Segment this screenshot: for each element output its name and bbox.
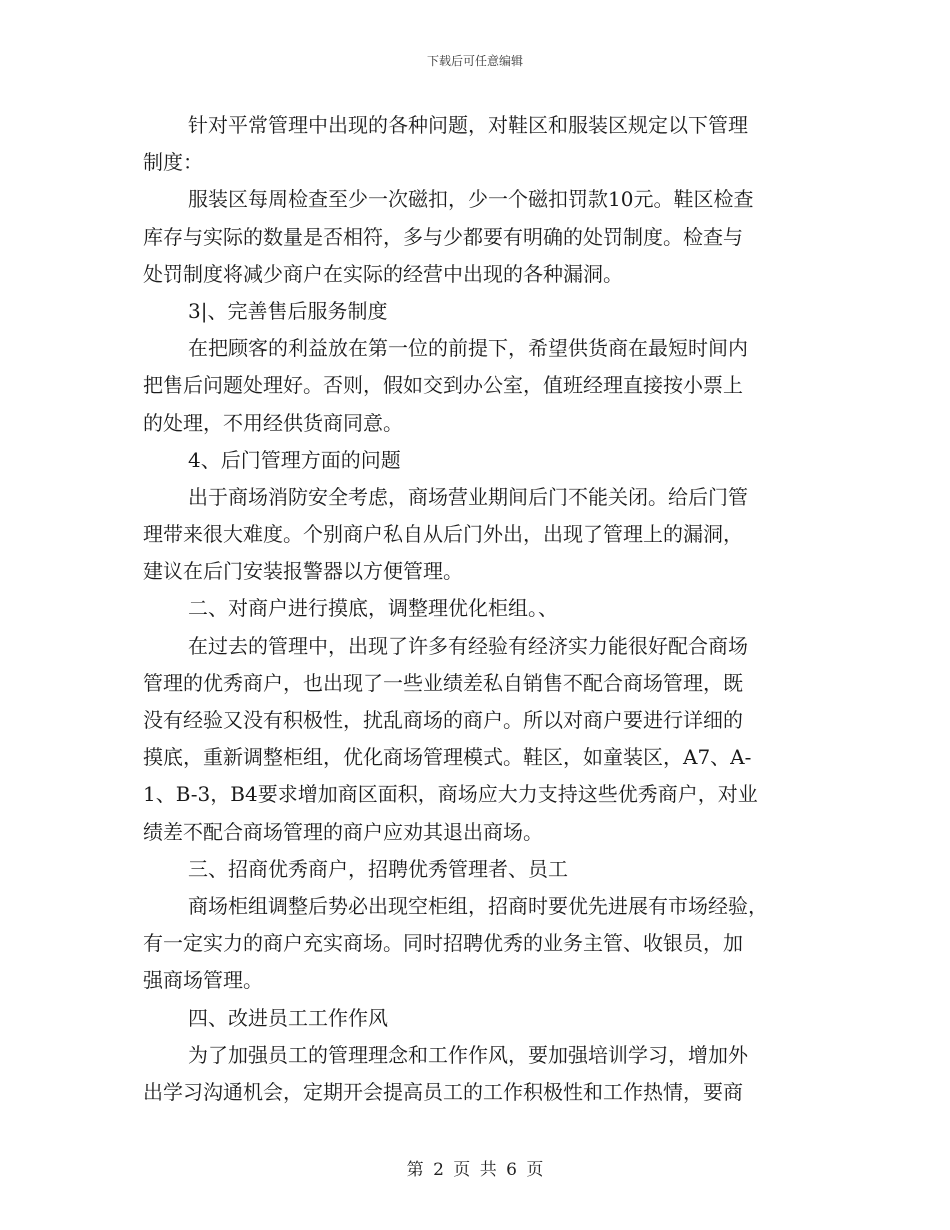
text-line: 在过去的管理中，出现了许多有经验有经济实力能很好配合商场: [188, 633, 748, 658]
text-line: 的处理，不用经供货商同意。: [143, 410, 403, 435]
text-line: 为了加强员工的管理理念和工作作风，要加强培训学习，增加外: [188, 1042, 748, 1067]
text-line: 二、对商户进行摸底，调整理优化柜组。、: [188, 596, 558, 621]
page-header: 下载后可任意编辑: [426, 54, 523, 68]
text-line: 在把顾客的利益放在第一位的前提下，希望供货商在最短时间内: [188, 336, 748, 361]
text-line: 管理的优秀商户，也出现了一些业绩差私自销售不配合商场管理，既: [143, 670, 743, 695]
text-line: 库存与实际的数量是否相符，多与少都要有明确的处罚制度。检查与: [143, 224, 743, 249]
text-line: 商场柜组调整后势必出现空柜组，招商时要优先进展有市场经验，: [188, 893, 768, 918]
text-line: 四、改进员工工作作风: [188, 1005, 388, 1030]
text-line: 制度：: [143, 150, 203, 175]
text-line: 有一定实力的商户充实商场。同时招聘优秀的业务主管、收银员，加: [143, 931, 743, 956]
text-line: 理带来很大难度。个别商户私自从后门外出，出现了管理上的漏洞，: [143, 522, 743, 547]
text-line: 三、招商优秀商户，招聘优秀管理者、员工: [188, 856, 568, 881]
text-line: 处罚制度将减少商户在实际的经营中出现的各种漏洞。: [143, 261, 623, 286]
text-line: 3|、完善售后服务制度: [188, 298, 388, 323]
text-line: 出于商场消防安全考虑，商场营业期间后门不能关闭。给后门管: [188, 484, 748, 509]
text-line: 摸底，重新调整柜组，优化商场管理模式。鞋区，如童装区，A7、A-: [143, 745, 752, 770]
text-line: 服装区每周检查至少一次磁扣，少一个磁扣罚款10元。鞋区检查: [188, 187, 754, 212]
text-line: 绩差不配合商场管理的商户应劝其退出商场。: [143, 819, 543, 844]
text-line: 把售后问题处理好。否则，假如交到办公室，值班经理直接按小票上: [143, 373, 743, 398]
text-line: 针对平常管理中出现的各种问题，对鞋区和服装区规定以下管理: [188, 113, 748, 137]
document-body: [143, 107, 803, 1111]
text-line: 强商场管理。: [143, 968, 263, 993]
text-line: 建议在后门安装报警器以方便管理。: [143, 559, 463, 584]
text-line: 没有经验又没有积极性，扰乱商场的商户。所以对商户要进行详细的: [143, 708, 743, 732]
text-line: 出学习沟通机会，定期开会提高员工的工作积极性和工作热情，要商: [143, 1079, 743, 1104]
text-line: 1、B-3，B4要求增加商区面积，商场应大力支持这些优秀商户，对业: [143, 782, 758, 807]
page-footer: 第 2 页 共 6 页: [406, 1160, 544, 1180]
text-line: 4、后门管理方面的问题: [188, 447, 401, 472]
